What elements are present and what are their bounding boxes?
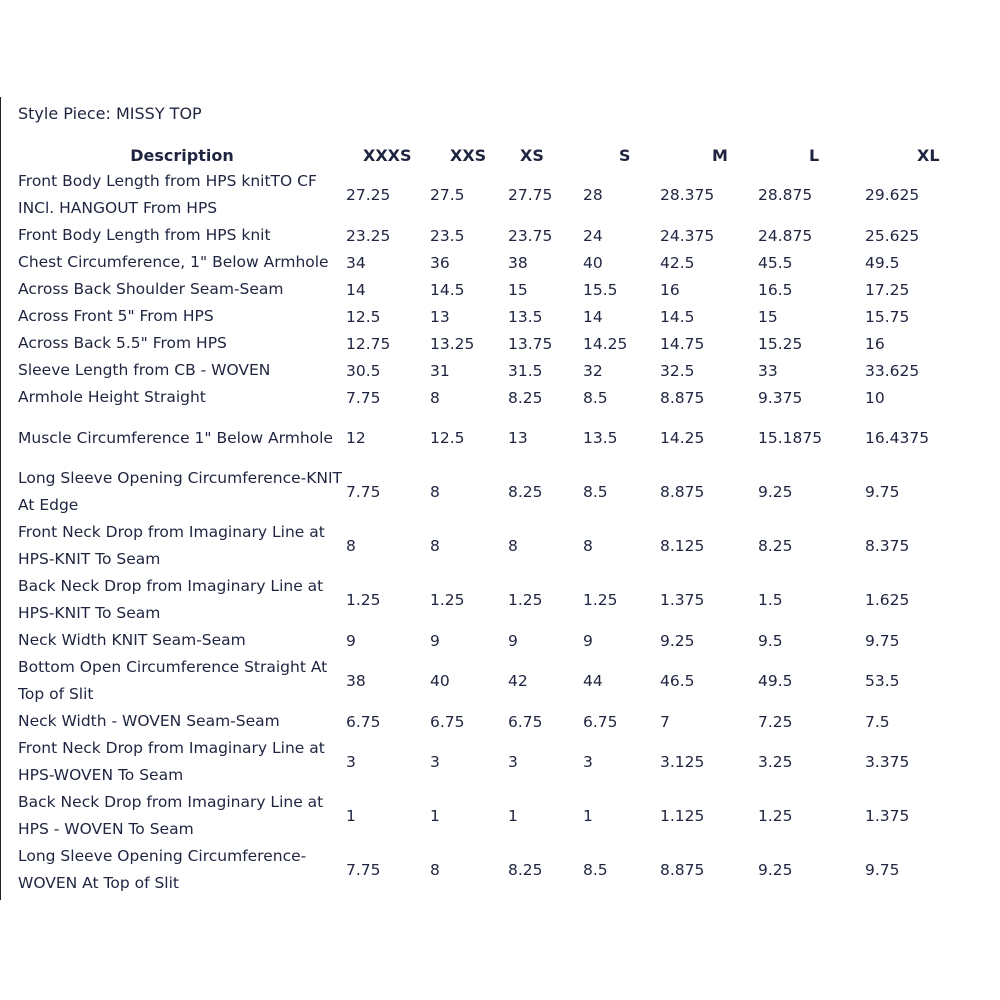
cell-size-xxs: 1.25: [430, 591, 465, 609]
cell-size-s: 6.75: [583, 712, 618, 731]
table-row: [18, 654, 978, 708]
cell-size-xs: 13.75: [508, 334, 553, 353]
style-piece-title: Style Piece: MISSY TOP: [18, 104, 202, 123]
table-row: [18, 573, 978, 627]
measurement-table: [18, 143, 978, 897]
cell-size-m: 1.125: [660, 807, 705, 825]
left-border-line: [0, 97, 1, 900]
table-body: [18, 168, 978, 897]
cell-size-l: 3.25: [758, 753, 793, 771]
header-size-l: L: [809, 145, 820, 165]
cell-size-xxs: 8: [430, 537, 440, 555]
cell-size-xs: 27.75: [508, 186, 553, 204]
cell-size-xxs: 40: [430, 672, 450, 690]
cell-size-xxs: 13.25: [430, 334, 475, 353]
cell-size-xs: 9: [508, 631, 518, 650]
row-description: Across Back 5.5" From HPS: [18, 334, 227, 352]
cell-size-l: 15.25: [758, 334, 803, 353]
cell-size-xxxs: 23.25: [346, 226, 391, 245]
cell-size-l: 45.5: [758, 253, 793, 272]
cell-size-xs: 8.25: [508, 388, 543, 407]
row-description: Back Neck Drop from Imaginary Line at HPS - WOVEN To Seam: [18, 793, 324, 838]
cell-size-m: 9.25: [660, 631, 695, 650]
cell-size-l: 15.1875: [758, 429, 823, 447]
row-description: Armhole Height Straight: [18, 388, 206, 406]
cell-size-xxxs: 9: [346, 631, 356, 650]
cell-size-m: 8.875: [660, 483, 705, 501]
cell-size-s: 8.5: [583, 861, 608, 879]
cell-size-l: 15: [758, 307, 778, 326]
cell-size-xs: 3: [508, 753, 518, 771]
cell-size-xl: 53.5: [865, 672, 900, 690]
cell-size-m: 42.5: [660, 253, 695, 272]
row-description: Neck Width KNIT Seam-Seam: [18, 631, 246, 649]
cell-size-xl: 16.4375: [865, 429, 930, 447]
cell-size-l: 1.5: [758, 591, 783, 609]
cell-size-xs: 13.5: [508, 307, 543, 326]
table-row: [18, 735, 978, 789]
cell-size-xl: 25.625: [865, 226, 920, 245]
row-description: Front Neck Drop from Imaginary Line at HPS-WOVEN To Seam: [18, 739, 325, 784]
cell-size-xxxs: 8: [346, 537, 356, 555]
cell-size-s: 1.25: [583, 591, 618, 609]
cell-size-l: 9.375: [758, 388, 803, 407]
cell-size-m: 28.375: [660, 186, 715, 204]
cell-size-xxs: 36: [430, 253, 450, 272]
cell-size-xl: 9.75: [865, 483, 900, 501]
cell-size-xs: 13: [508, 429, 528, 447]
header-size-xxs: XXS: [450, 145, 487, 165]
table-row: [18, 627, 978, 654]
cell-size-xxs: 31: [430, 361, 450, 380]
cell-size-xxxs: 3: [346, 753, 356, 771]
cell-size-xxs: 12.5: [430, 429, 465, 447]
cell-size-xs: 6.75: [508, 712, 543, 731]
header-description: Description: [130, 145, 234, 165]
cell-size-xxs: 27.5: [430, 186, 465, 204]
cell-size-m: 14.5: [660, 307, 695, 326]
row-description: Long Sleeve Opening Circumference-WOVEN At Top of Slit: [18, 847, 307, 892]
cell-size-xxxs: 12.75: [346, 334, 391, 353]
cell-size-xxxs: 38: [346, 672, 366, 690]
cell-size-m: 14.25: [660, 429, 705, 447]
cell-size-xs: 8: [508, 537, 518, 555]
cell-size-s: 14: [583, 307, 603, 326]
table-row: [18, 249, 978, 276]
cell-size-m: 3.125: [660, 753, 705, 771]
cell-size-l: 9.5: [758, 631, 783, 650]
table-header: [18, 143, 978, 168]
header-size-xl: XL: [917, 145, 940, 165]
cell-size-m: 14.75: [660, 334, 705, 353]
header-size-xs: XS: [520, 145, 544, 165]
cell-size-s: 28: [583, 186, 603, 204]
cell-size-m: 8.125: [660, 537, 705, 555]
row-description: Front Body Length from HPS knitTO CF INCl. HANGOUT From HPS: [18, 172, 317, 217]
row-description: Long Sleeve Opening Circumference-KNIT At Edge: [18, 469, 343, 514]
cell-size-xxs: 23.5: [430, 226, 465, 245]
table-row: [18, 330, 978, 357]
cell-size-xl: 1.625: [865, 591, 910, 609]
cell-size-s: 8: [583, 537, 593, 555]
table-row: [18, 789, 978, 843]
table-row: [18, 708, 978, 735]
row-description: Front Neck Drop from Imaginary Line at HPS-KNIT To Seam: [18, 523, 325, 568]
cell-size-xxs: 8: [430, 861, 440, 879]
cell-size-xxxs: 14: [346, 280, 366, 299]
cell-size-xl: 10: [865, 388, 885, 407]
row-description: Front Body Length from HPS knit: [18, 226, 271, 244]
table-row: [18, 519, 978, 573]
table-row: [18, 465, 978, 519]
cell-size-l: 9.25: [758, 861, 793, 879]
row-description: Sleeve Length from CB - WOVEN: [18, 361, 271, 379]
cell-size-s: 3: [583, 753, 593, 771]
cell-size-m: 8.875: [660, 861, 705, 879]
cell-size-xxs: 14.5: [430, 280, 465, 299]
cell-size-s: 8.5: [583, 388, 608, 407]
cell-size-l: 33: [758, 361, 778, 380]
table-row: [18, 303, 978, 330]
cell-size-m: 8.875: [660, 388, 705, 407]
header-size-xxxs: XXXS: [363, 145, 412, 165]
cell-size-xl: 8.375: [865, 537, 910, 555]
cell-size-xxxs: 1.25: [346, 591, 381, 609]
cell-size-s: 13.5: [583, 429, 618, 447]
table-row: [18, 384, 978, 411]
cell-size-xxxs: 12: [346, 429, 366, 447]
cell-size-xs: 38: [508, 253, 528, 272]
cell-size-xxs: 8: [430, 388, 440, 407]
cell-size-l: 7.25: [758, 712, 793, 731]
cell-size-s: 9: [583, 631, 593, 650]
cell-size-xxs: 8: [430, 483, 440, 501]
cell-size-m: 16: [660, 280, 680, 299]
cell-size-s: 8.5: [583, 483, 608, 501]
cell-size-xl: 1.375: [865, 807, 910, 825]
cell-size-s: 14.25: [583, 334, 628, 353]
cell-size-xxs: 6.75: [430, 712, 465, 731]
cell-size-l: 9.25: [758, 483, 793, 501]
cell-size-xxs: 1: [430, 807, 440, 825]
cell-size-l: 1.25: [758, 807, 793, 825]
cell-size-xl: 33.625: [865, 361, 920, 380]
cell-size-xs: 1: [508, 807, 518, 825]
row-description: Chest Circumference, 1" Below Armhole: [18, 253, 329, 271]
cell-size-xs: 8.25: [508, 483, 543, 501]
cell-size-xxxs: 27.25: [346, 186, 391, 204]
row-description: Neck Width - WOVEN Seam-Seam: [18, 712, 280, 730]
cell-size-xxxs: 1: [346, 807, 356, 825]
header-size-m: M: [712, 145, 728, 165]
cell-size-xxs: 3: [430, 753, 440, 771]
cell-size-xl: 3.375: [865, 753, 910, 771]
cell-size-xxxs: 34: [346, 253, 366, 272]
cell-size-xxs: 9: [430, 631, 440, 650]
cell-size-xl: 16: [865, 334, 885, 353]
table-row: [18, 411, 978, 465]
cell-size-xxxs: 12.5: [346, 307, 381, 326]
cell-size-s: 32: [583, 361, 603, 380]
cell-size-m: 24.375: [660, 226, 715, 245]
row-description: Across Back Shoulder Seam-Seam: [18, 280, 284, 298]
cell-size-s: 40: [583, 253, 603, 272]
cell-size-xxs: 13: [430, 307, 450, 326]
cell-size-xs: 8.25: [508, 861, 543, 879]
cell-size-s: 24: [583, 226, 603, 245]
row-description: Bottom Open Circumference Straight At Top of Slit: [18, 658, 328, 703]
header-size-s: S: [619, 145, 631, 165]
cell-size-m: 46.5: [660, 672, 695, 690]
cell-size-xs: 31.5: [508, 361, 543, 380]
cell-size-xxxs: 30.5: [346, 361, 381, 380]
table-row: [18, 168, 978, 222]
cell-size-xs: 15: [508, 280, 528, 299]
cell-size-xl: 17.25: [865, 280, 910, 299]
cell-size-xxxs: 6.75: [346, 712, 381, 731]
cell-size-l: 16.5: [758, 280, 793, 299]
cell-size-xxxs: 7.75: [346, 483, 381, 501]
cell-size-xl: 49.5: [865, 253, 900, 272]
cell-size-s: 44: [583, 672, 603, 690]
cell-size-xl: 7.5: [865, 712, 890, 731]
row-description: Across Front 5" From HPS: [18, 307, 214, 325]
cell-size-xl: 9.75: [865, 861, 900, 879]
cell-size-xl: 9.75: [865, 631, 900, 650]
table-row: [18, 276, 978, 303]
cell-size-s: 15.5: [583, 280, 618, 299]
cell-size-s: 1: [583, 807, 593, 825]
table-row: [18, 222, 978, 249]
cell-size-l: 49.5: [758, 672, 793, 690]
header-row: [18, 143, 978, 168]
cell-size-l: 28.875: [758, 186, 813, 204]
cell-size-xl: 15.75: [865, 307, 910, 326]
cell-size-l: 24.875: [758, 226, 813, 245]
cell-size-xxxs: 7.75: [346, 388, 381, 407]
cell-size-m: 7: [660, 712, 670, 731]
table-row: [18, 357, 978, 384]
cell-size-xxxs: 7.75: [346, 861, 381, 879]
cell-size-xs: 1.25: [508, 591, 543, 609]
cell-size-xl: 29.625: [865, 186, 920, 204]
row-description: Muscle Circumference 1" Below Armhole: [18, 428, 333, 447]
cell-size-m: 1.375: [660, 591, 705, 609]
cell-size-xs: 42: [508, 672, 528, 690]
row-description: Back Neck Drop from Imaginary Line at HPS-KNIT To Seam: [18, 577, 324, 622]
cell-size-l: 8.25: [758, 537, 793, 555]
cell-size-xs: 23.75: [508, 226, 553, 245]
table-row: [18, 843, 978, 897]
cell-size-m: 32.5: [660, 361, 695, 380]
